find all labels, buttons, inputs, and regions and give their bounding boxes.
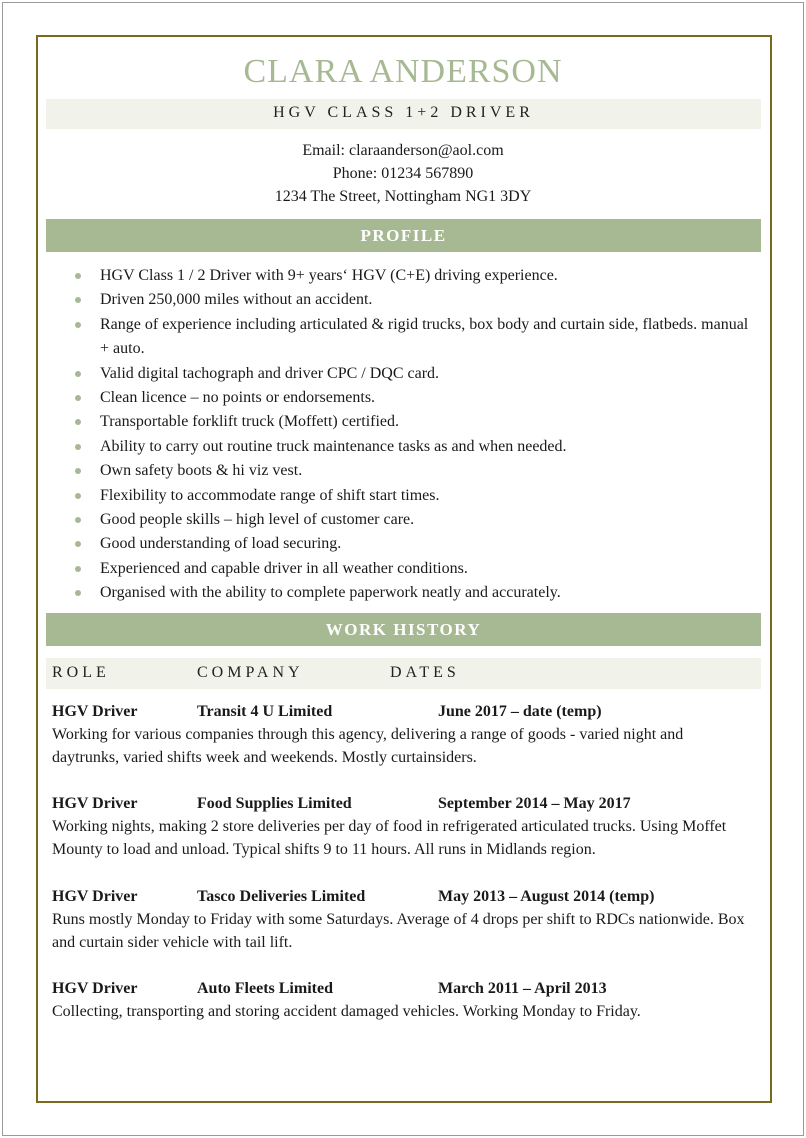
job-company: Auto Fleets Limited	[197, 980, 333, 997]
profile-item-text: Transportable forklift truck (Moffett) certified.	[100, 413, 400, 431]
job-role: HGV Driver	[52, 888, 138, 905]
job-description: Collecting, transporting and storing accident damaged vehicles. Working Monday to Friday.	[52, 1003, 641, 1020]
profile-item	[70, 386, 760, 410]
contact-phone: Phone: 01234 567890	[332, 165, 474, 182]
bullet-icon	[75, 493, 81, 499]
profile-item-text: Experienced and capable driver in all weather conditions.	[100, 559, 468, 577]
bullet-icon	[75, 517, 81, 523]
job-header	[52, 700, 757, 723]
bullet-icon	[75, 566, 81, 572]
job-dates: May 2013 – August 2014 (temp)	[438, 888, 655, 905]
job-dates: March 2011 – April 2013	[438, 980, 607, 997]
job-dates: September 2014 – May 2017	[438, 795, 631, 812]
contact-address: 1234 The Street, Nottingham NG1 3DY	[274, 188, 532, 205]
bullet-icon	[75, 371, 81, 377]
column-header-company: COMPANY	[197, 664, 304, 681]
job-entry	[52, 700, 757, 769]
bullet-icon	[75, 273, 81, 279]
bullet-icon	[75, 468, 81, 474]
job-role: HGV Driver	[52, 703, 138, 720]
profile-item	[70, 264, 760, 288]
job-description: Runs mostly Monday to Friday with some Saturdays. Average of 4 drops per shift to RDCs nationwide. Box and curtain sider vehicle with tail lift.	[52, 911, 745, 951]
profile-item-text: Own safety boots & hi viz vest.	[100, 462, 303, 480]
job-company: Transit 4 U Limited	[197, 703, 333, 720]
work-history-heading: WORK HISTORY	[46, 613, 761, 646]
profile-item	[70, 410, 760, 434]
profile-item	[70, 557, 760, 581]
job-role: HGV Driver	[52, 980, 138, 997]
profile-item-text: Good understanding of load securing.	[100, 535, 342, 553]
profile-item-text: Driven 250,000 miles without an accident.	[100, 291, 373, 309]
bullet-icon	[75, 444, 81, 450]
profile-item-text: Range of experience including articulated & rigid trucks, box body and curtain side, flatbeds. manual + auto.	[100, 315, 749, 358]
job-entry	[52, 792, 757, 861]
profile-item-text: Flexibility to accommodate range of shift start times.	[100, 486, 440, 504]
job-company: Food Supplies Limited	[197, 795, 352, 812]
profile-item	[70, 313, 760, 362]
job-company: Tasco Deliveries Limited	[197, 888, 366, 905]
job-title: HGV CLASS 1+2 DRIVER	[273, 104, 534, 121]
candidate-name: CLARA ANDERSON	[243, 53, 563, 90]
contact-email: Email: claraanderson@aol.com	[302, 142, 504, 159]
bullet-icon	[75, 395, 81, 401]
job-header	[52, 885, 757, 908]
profile-item-text: Valid digital tachograph and driver CPC / DQC card.	[100, 364, 440, 382]
job-role: HGV Driver	[52, 795, 138, 812]
profile-item	[70, 288, 760, 312]
profile-item-text: Ability to carry out routine truck maintenance tasks as and when needed.	[100, 437, 567, 455]
bullet-icon	[75, 541, 81, 547]
profile-heading: PROFILE	[46, 219, 761, 252]
profile-item	[70, 532, 760, 556]
job-entry	[52, 977, 757, 1023]
profile-item	[70, 459, 760, 483]
job-header	[52, 792, 757, 815]
job-entry	[52, 885, 757, 954]
job-header	[52, 977, 757, 1000]
bullet-icon	[75, 297, 81, 303]
profile-item-text: Good people skills – high level of customer care.	[100, 511, 415, 529]
profile-item	[70, 508, 760, 532]
column-header-dates: DATES	[390, 664, 460, 681]
profile-list	[70, 264, 760, 606]
column-header-role: ROLE	[52, 664, 110, 681]
profile-item-text: HGV Class 1 / 2 Driver with 9+ years‘ HGV (C+E) driving experience.	[100, 267, 558, 284]
profile-item	[70, 435, 760, 459]
job-description: Working nights, making 2 store deliveries per day of food in refrigerated articulated trucks. Using Moffet Mounty to load and unload. Typical shifts 9 to 11 hours. All runs in Midlands region.	[52, 818, 727, 858]
profile-item-text: Organised with the ability to complete paperwork neatly and accurately.	[100, 584, 561, 602]
profile-item	[70, 581, 760, 605]
profile-item	[70, 362, 760, 386]
profile-item	[70, 484, 760, 508]
bullet-icon	[75, 322, 81, 328]
bullet-icon	[75, 590, 81, 596]
profile-item-text: Clean licence – no points or endorsements.	[100, 389, 376, 407]
job-description: Working for various companies through this agency, delivering a range of goods - varied night and daytrunks, varied shifts week and weekends. Mostly curtainsiders.	[52, 726, 684, 766]
bullet-icon	[75, 419, 81, 425]
job-dates: June 2017 – date (temp)	[438, 703, 602, 720]
